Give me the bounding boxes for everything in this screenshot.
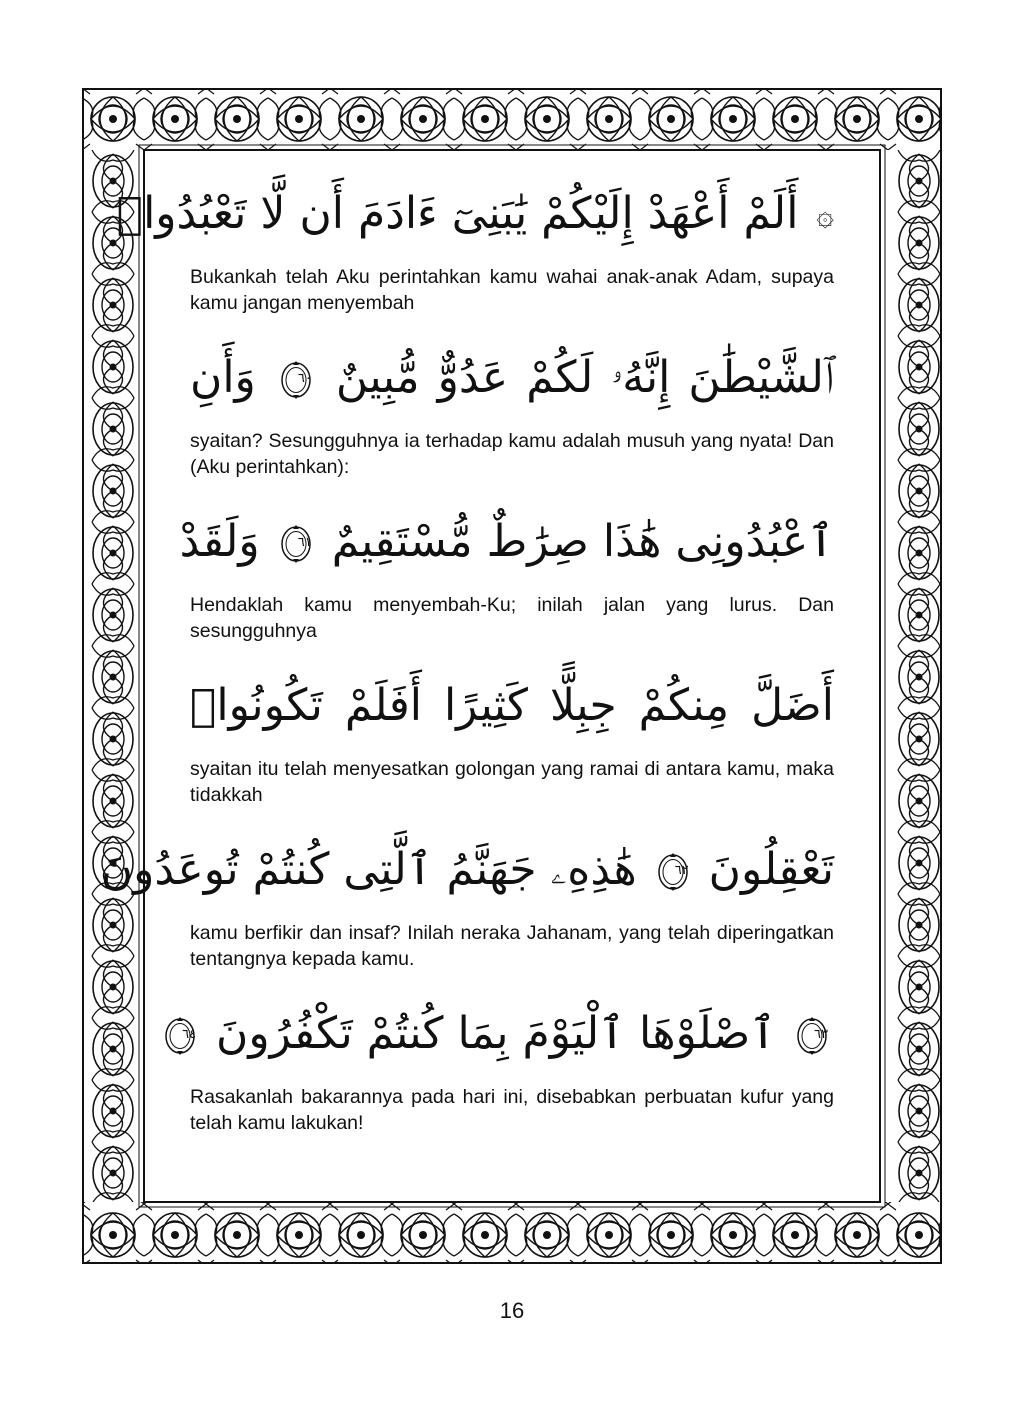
- verse-block: [190, 342, 834, 506]
- arabic-text: أَلَمْ أَعْهَدْ إِلَيْكُمْ يَٰبَنِىٓ ءَادَمَ أَن لَّا تَعْبُدُوا۟: [116, 188, 799, 239]
- arabic-line: [190, 670, 834, 756]
- ayah-number-marker: [657, 852, 689, 892]
- verse-content: [100, 178, 834, 1178]
- verse-block: [190, 670, 834, 834]
- translation-text: Rasakanlah bakarannya pada hari ini, disebabkan perbuatan kufur yang telah kamu lakukan!: [190, 1086, 834, 1134]
- arabic-line: [190, 342, 834, 428]
- ayah-number-marker: [164, 1016, 196, 1056]
- verse-block: [116, 178, 834, 342]
- arabic-text: وَلَقَدْ: [179, 516, 260, 567]
- ayah-number: ٦١: [297, 535, 312, 550]
- verse-block: [179, 506, 834, 670]
- ayah-number: ٦٤: [182, 1027, 197, 1042]
- translation-text: kamu berfikir dan insaf? Inilah neraka Jahanam, yang telah diperingatkan tentangnya kepada kamu.: [190, 922, 834, 970]
- rub-el-hizb-icon: ۞: [816, 198, 834, 233]
- arabic-text: وَأَنِ: [190, 352, 256, 403]
- arabic-text: ٱصْلَوْهَا ٱلْيَوْمَ بِمَا كُنتُمْ تَكْفُرُونَ: [216, 1008, 776, 1059]
- ayah-number-marker: [280, 360, 312, 400]
- translation-text: syaitan itu telah menyesatkan golongan yang ramai di antara kamu, maka tidakkah: [190, 758, 834, 806]
- arabic-text: هَٰذِهِۦ جَهَنَّمُ ٱلَّتِى كُنتُمْ تُوعَدُونَ: [100, 844, 637, 895]
- arabic-line: [182, 998, 834, 1084]
- ayah-number: ٦٠: [297, 371, 312, 386]
- ayah-number-marker: [280, 524, 312, 564]
- verse-block: [100, 834, 834, 998]
- ayah-number: ٦٣: [814, 1027, 828, 1042]
- arabic-text: أَضَلَّ مِنكُمْ جِبِلًّا كَثِيرًا أَفَلَمْ تَكُونُوا۟: [190, 680, 834, 731]
- translation-text: syaitan? Sesungguhnya ia terhadap kamu adalah musuh yang nyata! Dan (Aku perintahkan):: [190, 430, 834, 478]
- translation-text: Hendaklah kamu menyembah-Ku; inilah jalan yang lurus. Dan sesungguhnya: [190, 594, 834, 642]
- arabic-text: تَعْقِلُونَ: [708, 844, 834, 895]
- arabic-text: ٱلشَّيْطَٰنَ إِنَّهُۥ لَكُمْ عَدُوٌّ مُّبِينٌ: [335, 352, 834, 403]
- arabic-text: ٱعْبُدُونِى هَٰذَا صِرَٰطٌ مُّسْتَقِيمٌ: [331, 516, 834, 567]
- page-number: 16: [499, 1298, 525, 1323]
- arabic-line: [179, 506, 834, 592]
- arabic-line: [116, 178, 834, 264]
- ayah-number: ٦٢: [674, 863, 689, 878]
- arabic-line: [100, 834, 834, 920]
- translation-text: Bukankah telah Aku perintahkan kamu wahai anak-anak Adam, supaya kamu jangan menyembah: [190, 266, 834, 314]
- verse-block: [182, 998, 834, 1162]
- ayah-number-marker: [796, 1016, 828, 1056]
